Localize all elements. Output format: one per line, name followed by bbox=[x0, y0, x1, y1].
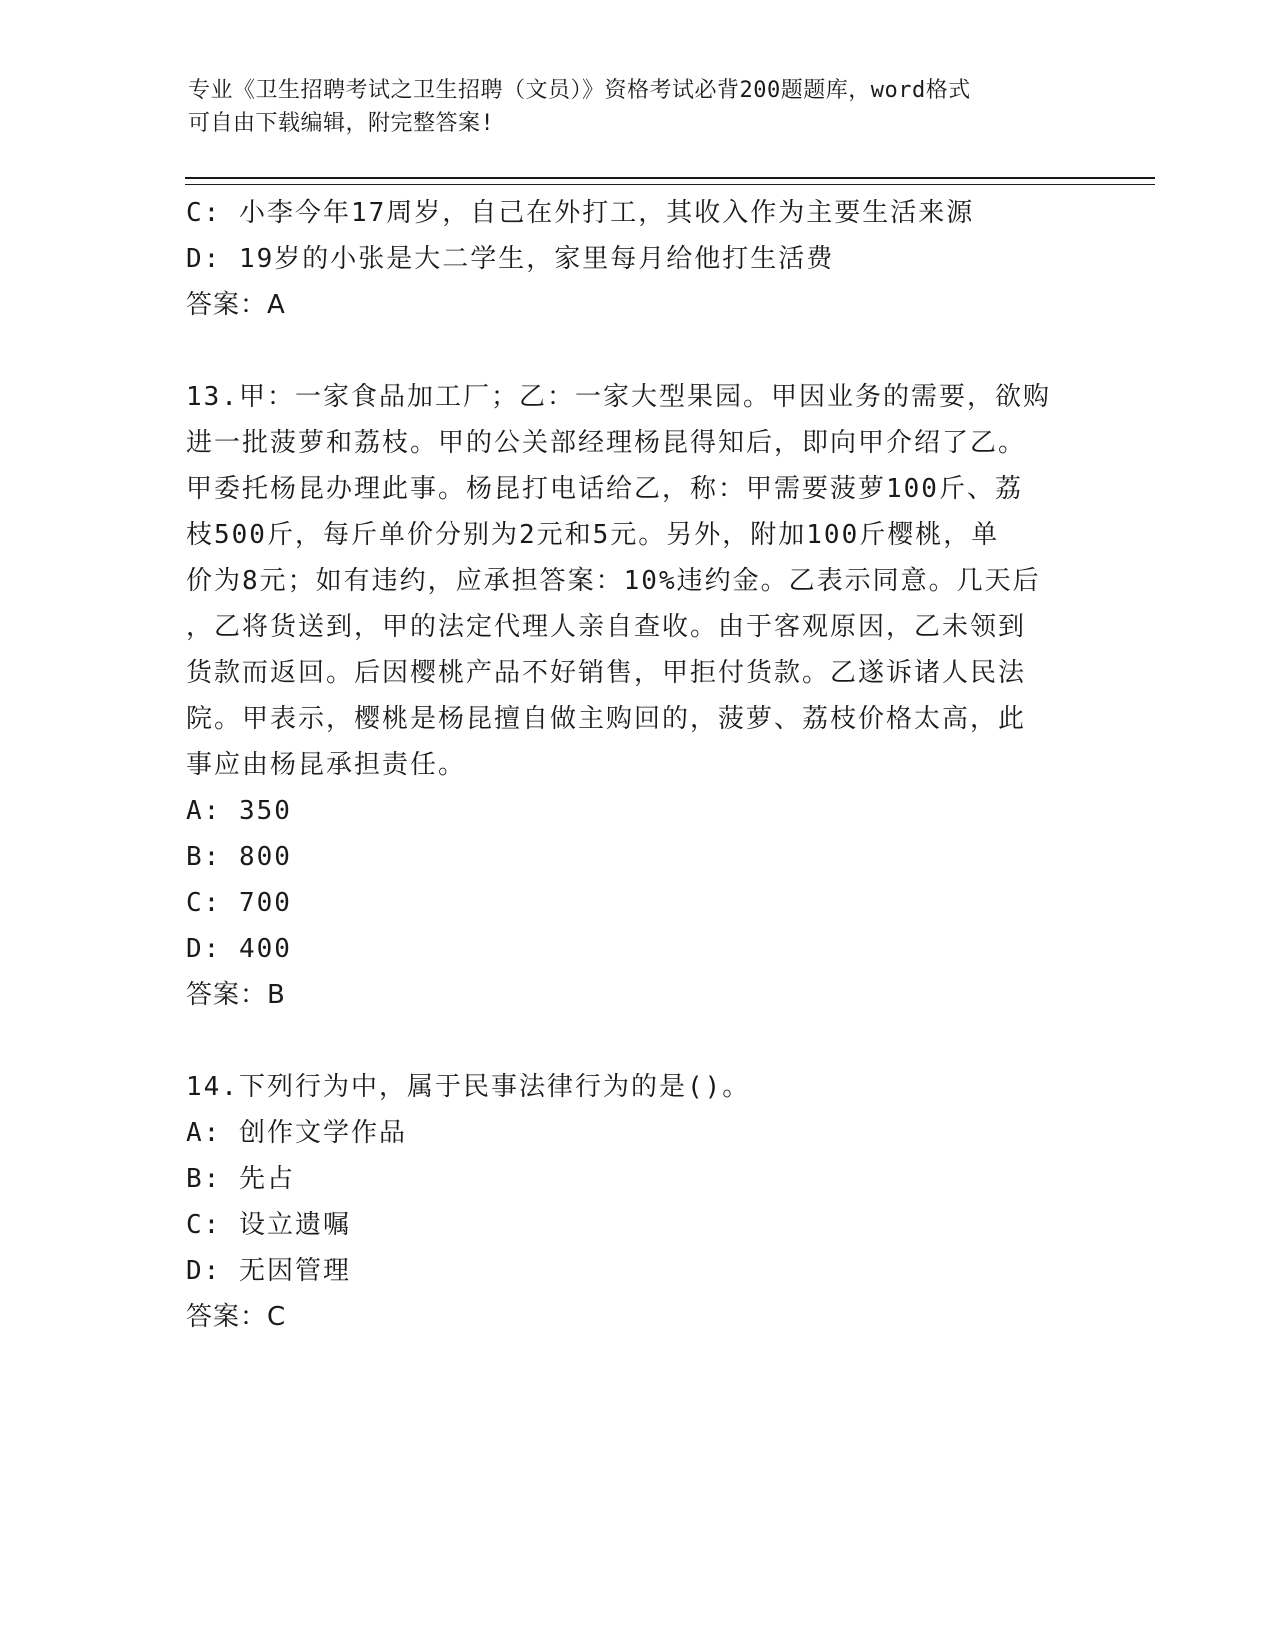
q13-option-b: B: 800 bbox=[186, 842, 292, 872]
document-header bbox=[188, 74, 1088, 140]
q13-stem-line: 甲委托杨昆办理此事。杨昆打电话给乙，称：甲需要菠萝100斤、荔 bbox=[186, 474, 1023, 504]
spacer bbox=[186, 328, 1086, 374]
q13-option-c: C: 700 bbox=[186, 888, 292, 918]
q13-stem-line: 13.甲：一家食品加工厂；乙：一家大型果园。甲因业务的需要，欲购 bbox=[186, 382, 1051, 412]
q13-stem-line: ，乙将货送到，甲的法定代理人亲自查收。由于客观原因，乙未领到 bbox=[186, 612, 1027, 642]
q13-answer: 答案：B bbox=[186, 980, 286, 1010]
q13-stem-line: 事应由杨昆承担责任。 bbox=[186, 750, 467, 780]
q13-stem-line: 进一批菠萝和荔枝。甲的公关部经理杨昆得知后，即向甲介绍了乙。 bbox=[186, 428, 1027, 458]
header-rule-thin bbox=[185, 184, 1155, 185]
q13-option-a: A: 350 bbox=[186, 796, 292, 826]
q12-option-c: C: 小李今年17周岁，自己在外打工，其收入作为主要生活来源 bbox=[186, 198, 975, 228]
q13-stem bbox=[186, 374, 1086, 788]
q13-stem-line: 枝500斤，每斤单价分别为2元和5元。另外，附加100斤樱桃，单 bbox=[186, 520, 1000, 550]
q13-stem-line: 货款而返回。后因樱桃产品不好销售，甲拒付货款。乙遂诉诸人民法 bbox=[186, 658, 1027, 688]
spacer bbox=[186, 1018, 1086, 1064]
q14-stem: 14.下列行为中，属于民事法律行为的是()。 bbox=[186, 1072, 751, 1102]
q14-option-b: B: 先占 bbox=[186, 1164, 295, 1194]
q14-option-d: D: 无因管理 bbox=[186, 1256, 351, 1286]
header-line-1: 专业《卫生招聘考试之卫生招聘（文员）》资格考试必背200题题库，word格式 bbox=[188, 78, 971, 103]
q14-option-a: A: 创作文学作品 bbox=[186, 1118, 407, 1148]
q12-answer: 答案：A bbox=[186, 290, 286, 320]
q14-answer: 答案：C bbox=[186, 1302, 287, 1332]
q12-option-d: D: 19岁的小张是大二学生，家里每月给他打生活费 bbox=[186, 244, 835, 274]
document-body bbox=[186, 190, 1086, 1340]
q13-stem-line: 价为8元；如有违约，应承担答案：10%违约金。乙表示同意。几天后 bbox=[186, 566, 1041, 596]
q14-option-c: C: 设立遗嘱 bbox=[186, 1210, 351, 1240]
header-rule-thick bbox=[185, 177, 1155, 179]
q13-option-d: D: 400 bbox=[186, 934, 292, 964]
q13-stem-line: 院。甲表示，樱桃是杨昆擅自做主购回的，菠萝、荔枝价格太高，此 bbox=[186, 704, 1027, 734]
header-line-2: 可自由下载编辑，附完整答案! bbox=[188, 111, 495, 136]
